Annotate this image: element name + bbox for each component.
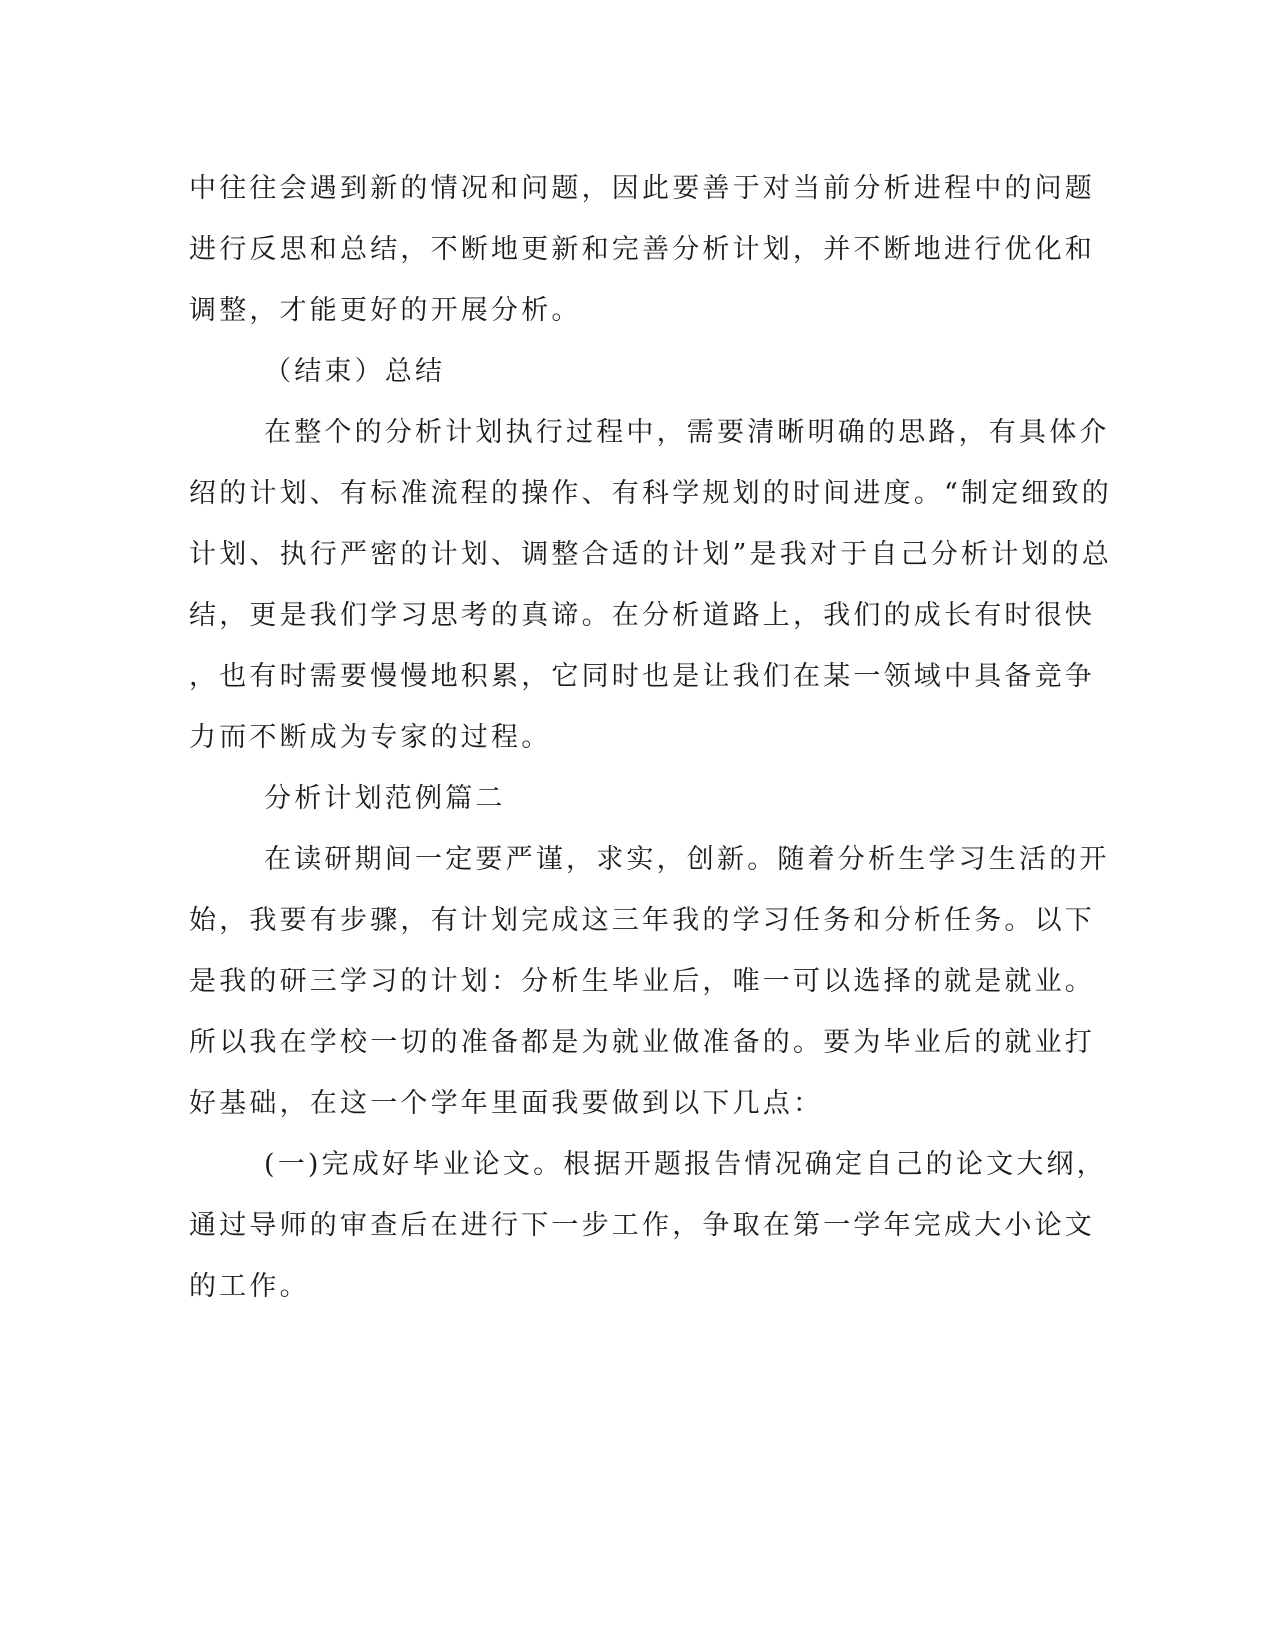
paragraph-line: 在整个的分析计划执行过程中，需要清晰明确的思路，有具体介 xyxy=(264,417,1110,448)
section-heading: 分析计划范例篇二 xyxy=(264,783,506,814)
paragraph-line: 结，更是我们学习思考的真谛。在分析道路上，我们的成长有时很快 xyxy=(189,600,1095,631)
paragraph-line: 绍的计划、有标准流程的操作、有科学规划的时间进度。“制定细致的 xyxy=(189,478,1113,509)
paragraph-line: 所以我在学校一切的准备都是为就业做准备的。要为毕业后的就业打 xyxy=(189,1027,1095,1058)
paragraph-line: (一)完成好毕业论文。根据开题报告情况确定自己的论文大纲， xyxy=(264,1149,1107,1180)
paragraph-line: 进行反思和总结，不断地更新和完善分析计划，并不断地进行优化和 xyxy=(189,234,1095,265)
section-heading: （结束）总结 xyxy=(264,356,446,387)
document-body xyxy=(189,158,1113,1317)
paragraph-line: 始，我要有步骤，有计划完成这三年我的学习任务和分析任务。以下 xyxy=(189,905,1095,936)
paragraph-line: 调整，才能更好的开展分析。 xyxy=(189,295,582,326)
paragraph-line: 在读研期间一定要严谨，求实，创新。随着分析生学习生活的开 xyxy=(264,844,1110,875)
paragraph-line: ，也有时需要慢慢地积累，它同时也是让我们在某一领域中具备竞争 xyxy=(189,661,1095,692)
paragraph-line: 好基础，在这一个学年里面我要做到以下几点： xyxy=(189,1088,824,1119)
paragraph-line: 力而不断成为专家的过程。 xyxy=(189,722,552,753)
paragraph-line: 的工作。 xyxy=(189,1271,310,1302)
paragraph-line: 计划、执行严密的计划、调整合适的计划”是我对于自己分析计划的总 xyxy=(189,539,1113,570)
paragraph-line: 中往往会遇到新的情况和问题，因此要善于对当前分析进程中的问题 xyxy=(189,173,1095,204)
paragraph-line: 是我的研三学习的计划：分析生毕业后，唯一可以选择的就是就业。 xyxy=(189,966,1095,997)
paragraph-line: 通过导师的审查后在进行下一步工作，争取在第一学年完成大小论文 xyxy=(189,1210,1095,1241)
